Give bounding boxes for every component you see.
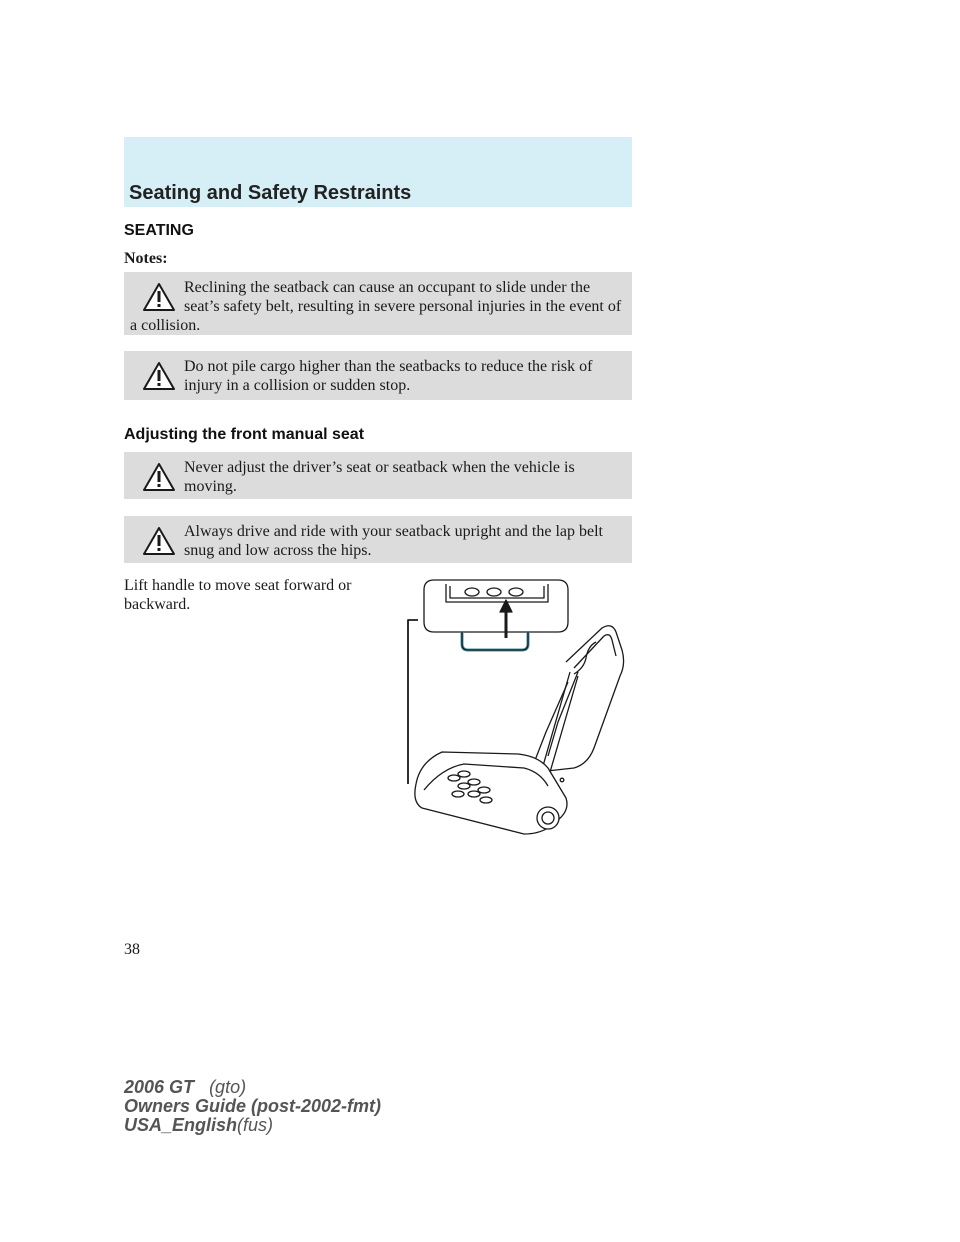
warning-box <box>124 272 632 335</box>
footer-language: USA_English <box>124 1115 238 1135</box>
seating-heading: SEATING <box>124 222 194 239</box>
footer-model: 2006 GT <box>124 1077 195 1097</box>
warning-triangle-icon <box>142 361 176 391</box>
lift-handle-instruction: Lift handle to move seat forward or backward. <box>124 577 352 613</box>
warning-box <box>124 516 632 563</box>
warning-text: Do not pile cargo higher than the seatbacks to reduce the risk of injury in a collision or sudden stop. <box>184 358 593 394</box>
document-footer <box>124 1078 381 1135</box>
footer-line-3 <box>124 1116 381 1135</box>
page-number: 38 <box>124 941 140 958</box>
warning-box <box>124 351 632 400</box>
adjusting-heading: Adjusting the front manual seat <box>124 426 365 443</box>
warning-triangle-icon <box>142 282 176 312</box>
warning-box <box>124 452 632 499</box>
footer-model-code: (gto) <box>209 1077 247 1097</box>
warning-triangle-icon <box>142 526 176 556</box>
warning-triangle-icon <box>142 462 176 492</box>
footer-line-2: Owners Guide (post-2002-fmt) <box>124 1096 382 1116</box>
warning-text: Reclining the seatback can cause an occupant to slide under the seat’s safety belt, resulting in severe personal injuries in the event of a collision. <box>130 279 622 334</box>
footer-line-1 <box>124 1078 381 1097</box>
seat-adjustment-illustration <box>398 572 634 840</box>
warning-text: Never adjust the driver’s seat or seatback when the vehicle is moving. <box>184 459 575 495</box>
notes-label: Notes: <box>124 250 168 267</box>
page-header-title: Seating and Safety Restraints <box>129 182 412 204</box>
warning-text: Always drive and ride with your seatback upright and the lap belt snug and low across the hips. <box>184 523 603 559</box>
footer-language-code: (fus) <box>237 1115 274 1135</box>
